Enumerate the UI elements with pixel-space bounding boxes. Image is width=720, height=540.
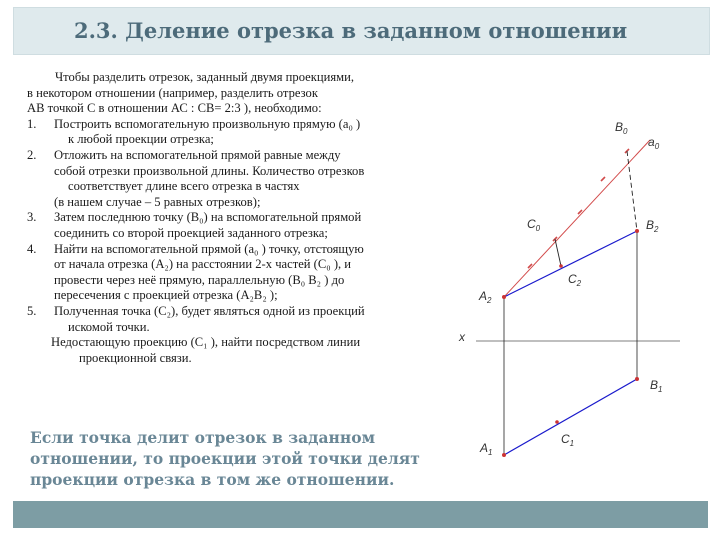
division-marks (528, 149, 629, 268)
step-line: провести через неё прямую, параллельную (В₀ В₂ ) до (54, 272, 345, 287)
label-c2: $C_2$ (568, 272, 582, 288)
slide-title: 2.3. Деление отрезка в заданном отношении (74, 18, 628, 43)
parallel-c0-c2 (555, 239, 561, 266)
intro-line: в некотором отношении (например, разделить отрезок (27, 85, 318, 100)
step-line: искомой точки. (68, 319, 150, 334)
conclusion-line: отношении, то проекции этой точки делят (30, 449, 420, 468)
step-item (27, 148, 447, 210)
point-c2 (559, 264, 563, 268)
step-number: 3. (27, 210, 37, 225)
intro-line: Чтобы разделить отрезок, заданный двумя проекциями, (55, 70, 355, 84)
step-line: к любой проекции отрезка; (68, 132, 214, 147)
label-a0: $a_0$ (648, 135, 660, 151)
step-text (54, 304, 447, 335)
step-item (27, 304, 447, 335)
body-text (27, 70, 447, 366)
step-line: Найти на вспомогательной прямой (а₀ ) точку, отстоящую (54, 241, 364, 256)
point-b1 (635, 377, 639, 381)
label-b0: $B_0$ (615, 120, 628, 136)
step-number: 4. (27, 241, 37, 256)
conclusion-line: проекции отрезка в том же отношении. (30, 470, 395, 489)
segment-a2b2 (504, 231, 637, 297)
step-number: 1. (27, 116, 37, 131)
point-c1 (555, 420, 559, 424)
label-x: x (459, 330, 465, 344)
label-c1: $C_1$ (561, 432, 575, 448)
step-item (27, 242, 447, 304)
construction-diagram (450, 75, 700, 470)
step-text (54, 210, 447, 241)
conclusion (30, 427, 450, 490)
label-a1: $A_1$ (480, 441, 493, 457)
point-a1 (502, 453, 506, 457)
step-text (54, 148, 447, 210)
step-item (27, 210, 447, 241)
step-number: 2. (27, 147, 37, 162)
step-line: собой отрезки произвольной длины. Количество отрезков (54, 163, 365, 178)
step-line: пересечения с проекцией отрезка (А₂В₂ ); (54, 288, 278, 303)
step-text (54, 117, 447, 148)
step-line: Затем последнюю точку (В₀) на вспомогательной прямой (54, 210, 362, 225)
label-c0: $C_0$ (527, 217, 541, 233)
point-a2 (502, 295, 506, 299)
step-line: (в нашем случае – 5 равных отрезков); (54, 194, 261, 209)
title-bar (13, 7, 710, 55)
label-b2: $B_2$ (646, 218, 659, 234)
step-line: Полученная точка (С₂), будет являться одной из проекций (54, 303, 365, 318)
label-a2: $A_2$ (479, 289, 492, 305)
conclusion-line: Если точка делит отрезок в заданном (30, 428, 376, 447)
point-b2 (635, 229, 639, 233)
connector-b0-b2 (627, 151, 637, 231)
intro-line: АВ точкой С в отношении АС : СВ= 2:3 ), необходимо: (27, 101, 322, 116)
label-b1: $B_1$ (650, 378, 663, 394)
footer-bar (13, 501, 708, 528)
step-text (54, 242, 447, 304)
note-line: Недостающую проекцию (С₁ ), найти посредством линии (51, 335, 361, 350)
step-line: Построить вспомогательную произвольную прямую (а₀ ) (54, 116, 361, 131)
step-item (27, 117, 447, 148)
aux-line-a0 (504, 140, 650, 297)
step-line: соединить со второй проекцией заданного отрезка; (54, 225, 328, 240)
step-line: соответствует длине всего отрезка в частях (68, 179, 300, 194)
step-line: от начала отрезка (А₂) на расстоянии 2-х частей (С₀ ), и (54, 257, 352, 272)
step-number: 5. (27, 303, 37, 318)
step-line: Отложить на вспомогательной прямой равные между (54, 147, 341, 162)
note-line: проекционной связи. (79, 350, 192, 365)
